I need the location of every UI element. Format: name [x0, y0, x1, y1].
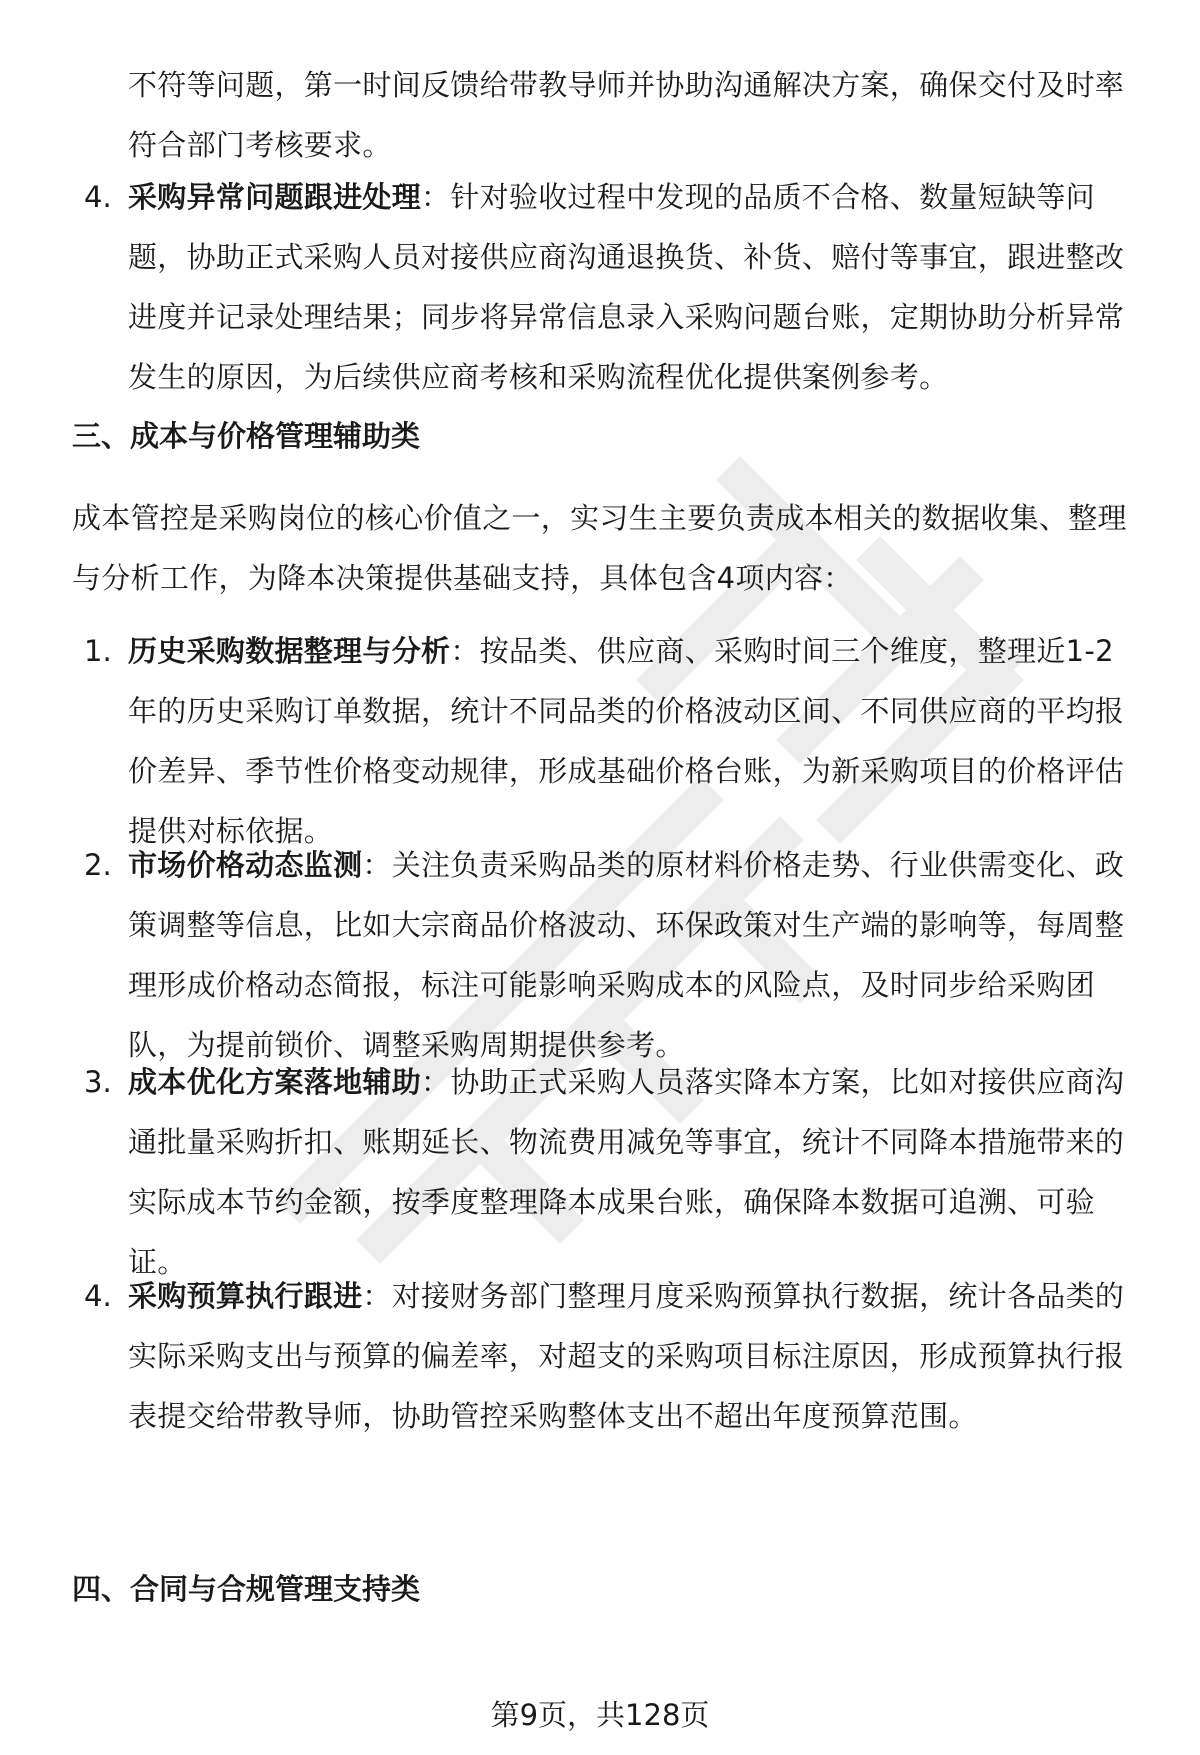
section-heading: 三、成本与价格管理辅助类 — [72, 419, 421, 453]
list-number: 2. — [84, 848, 112, 882]
list-number: 4. — [84, 1279, 112, 1313]
list-item — [128, 1266, 1138, 1446]
list-number: 1. — [84, 634, 112, 668]
list-item — [128, 621, 1138, 861]
item-text: ：协助正式采购人员落实降本方案，比如对接供应商沟通批量采购折扣、账期延长、物流费用减免等事宜，统计不同降本措施带来的实际成本节约金额，按季度整理降本成果台账，确保降本数据可追溯、可验证。 — [128, 1065, 1125, 1279]
list-number: 3. — [84, 1065, 112, 1099]
list-number: 4. — [84, 180, 112, 214]
list-item — [128, 835, 1138, 1075]
list-item — [128, 1052, 1138, 1292]
item-term: 历史采购数据整理与分析 — [128, 634, 451, 668]
item-text: ：针对验收过程中发现的品质不合格、数量短缺等问题，协助正式采购人员对接供应商沟通退换货、补货、赔付等事宜，跟进整改进度并记录处理结果；同步将异常信息录入采购问题台账，定期协助分析异常发生的原因，为后续供应商考核和采购流程优化提供案例参考。 — [128, 180, 1125, 394]
item-text: ：按品类、供应商、采购时间三个维度，整理近1-2年的历史采购订单数据，统计不同品类的价格波动区间、不同供应商的平均报价差异、季节性价格变动规律，形成基础价格台账，为新采购项目的价格评估提供对标依据。 — [128, 634, 1125, 848]
page-number: 第9页，共128页 — [490, 1698, 710, 1732]
item-term: 成本优化方案落地辅助 — [128, 1065, 422, 1099]
item-text: ：关注负责采购品类的原材料价格走势、行业供需变化、政策调整等信息，比如大宗商品价格波动、环保政策对生产端的影响等，每周整理形成价格动态简报，标注可能影响采购成本的风险点，及时同步给采购团队，为提前锁价、调整采购周期提供参考。 — [128, 848, 1125, 1062]
item-term: 市场价格动态监测 — [128, 848, 363, 882]
continuation-paragraph: 不符等问题，第一时间反馈给带教导师并协助沟通解决方案，确保交付及时率符合部门考核要求。 — [128, 68, 1125, 162]
item-text: ：对接财务部门整理月度采购预算执行数据，统计各品类的实际采购支出与预算的偏差率，对超支的采购项目标注原因，形成预算执行报表提交给带教导师，协助管控采购整体支出不超出年度预算范围。 — [128, 1279, 1125, 1433]
item-term: 采购预算执行跟进 — [128, 1279, 363, 1313]
section-intro: 成本管控是采购岗位的核心价值之一，实习生主要负责成本相关的数据收集、整理与分析工作，为降本决策提供基础支持，具体包含4项内容： — [72, 501, 1127, 595]
list-item — [128, 167, 1138, 407]
section-heading: 四、合同与合规管理支持类 — [72, 1572, 421, 1606]
item-term: 采购异常问题跟进处理 — [128, 180, 422, 214]
